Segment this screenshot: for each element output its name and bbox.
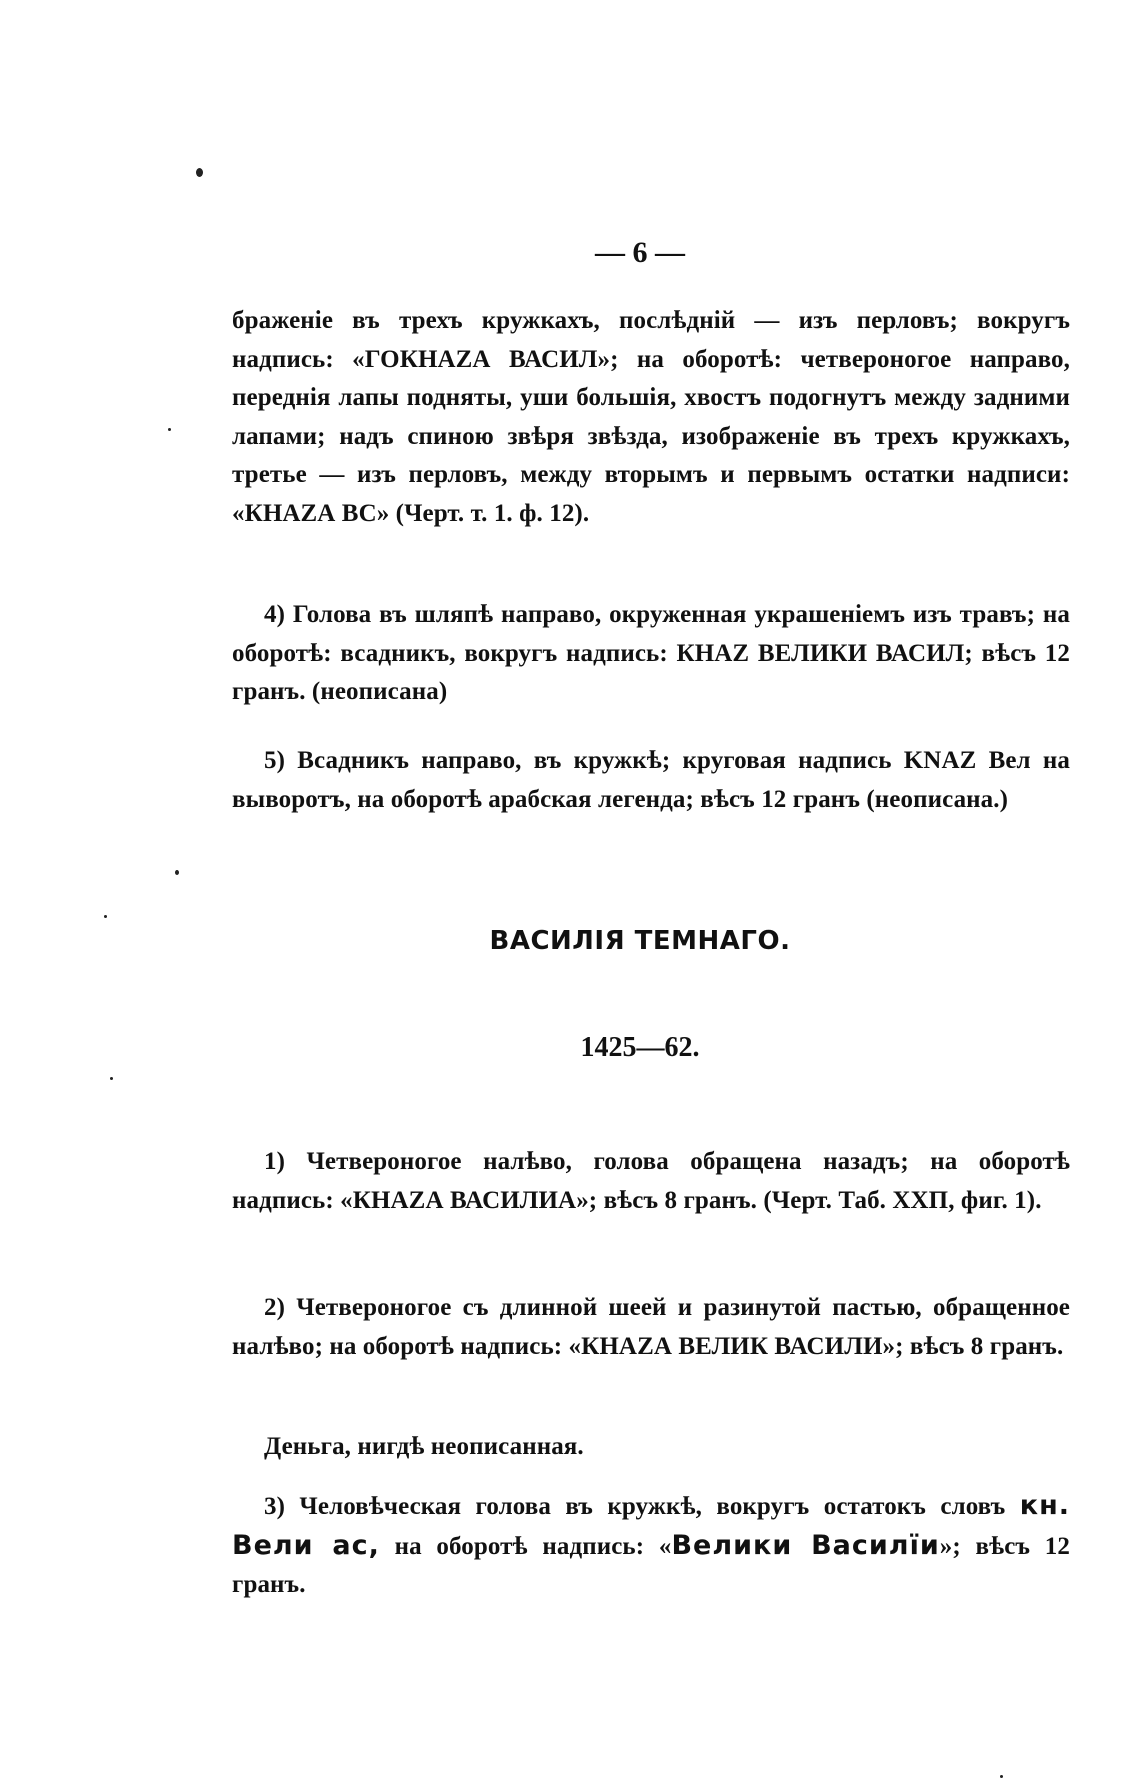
- paragraph-text: браженіе въ трехъ кружкахъ, послѣдній — изъ перловъ; вокругъ надпись: «ГОКНАZА ВАСИЛ»; на оборотѣ: четвероногое направо, переднія лапы подняты, уши большія, хвостъ подогнутъ между задними лапами; надъ спиною звѣря звѣзда, изображеніе въ трехъ кружкахъ, третье — изъ перловъ, между вторымъ и первымъ остатки надписи: «КНАZА ВС» (Черт. т. 1. ф. 12).: [232, 307, 1070, 527]
- note: [232, 1428, 1070, 1467]
- item-2: [232, 1289, 1070, 1366]
- ink-speck: [175, 870, 179, 875]
- item-4: [232, 596, 1070, 712]
- old-script-inscription: Велики Василїи: [671, 1529, 940, 1561]
- paragraph-continuation: [232, 302, 1070, 533]
- section-heading: ВАСИЛІЯ ТЕМНАГО.: [489, 926, 791, 956]
- note-text: Деньга, нигдѣ неописанная.: [264, 1433, 584, 1460]
- item-2-text: 2) Четвероногое съ длинной шеей и разинутой пастью, обращенное налѣво; на оборотѣ надпись: «КНАZА ВЕЛИК ВАСИЛИ»; вѣсъ 8 гранъ.: [232, 1294, 1070, 1360]
- item-5-text: 5) Всадникъ направо, въ кружкѣ; круговая надпись KNAZ Вел на выворотъ, на оборотѣ арабская легенда; вѣсъ 12 гранъ (неописана.): [232, 747, 1070, 813]
- old-script-inscription: кн. Вели ас,: [232, 1490, 1070, 1561]
- item-1-text: 1) Четвероногое налѣво, голова обращена назадъ; на оборотѣ надпись: «КНАZА ВАСИЛИА»; вѣсъ 8 гранъ. (Черт. Таб. ХХП, фиг. 1).: [232, 1148, 1070, 1214]
- section-years: 1425—62.: [580, 1032, 700, 1063]
- ink-speck: [196, 168, 203, 177]
- item-3-text-part1: 3) Человѣческая голова въ кружкѣ, вокругъ остатокъ словъ: [264, 1493, 1006, 1520]
- page-number: — 6 —: [595, 236, 685, 269]
- item-3: [232, 1487, 1070, 1605]
- item-5: [232, 742, 1070, 819]
- ink-speck: [168, 428, 171, 431]
- ink-speck: [1000, 1775, 1003, 1778]
- item-3-text-part2: на оборотѣ надпись: «: [379, 1532, 672, 1560]
- ink-speck: [104, 915, 107, 918]
- item-1: [232, 1143, 1070, 1220]
- item-4-text: 4) Голова въ шляпѣ направо, окруженная украшеніемъ изъ травъ; на оборотѣ: всадникъ, вокругъ надпись: КНАZ ВЕЛИКИ ВАСИЛ; вѣсъ 12 гранъ. (неописана): [232, 601, 1070, 705]
- ink-speck: [110, 1077, 113, 1080]
- item-3-text-part3: »; вѣсъ 12 гранъ.: [232, 1532, 1070, 1598]
